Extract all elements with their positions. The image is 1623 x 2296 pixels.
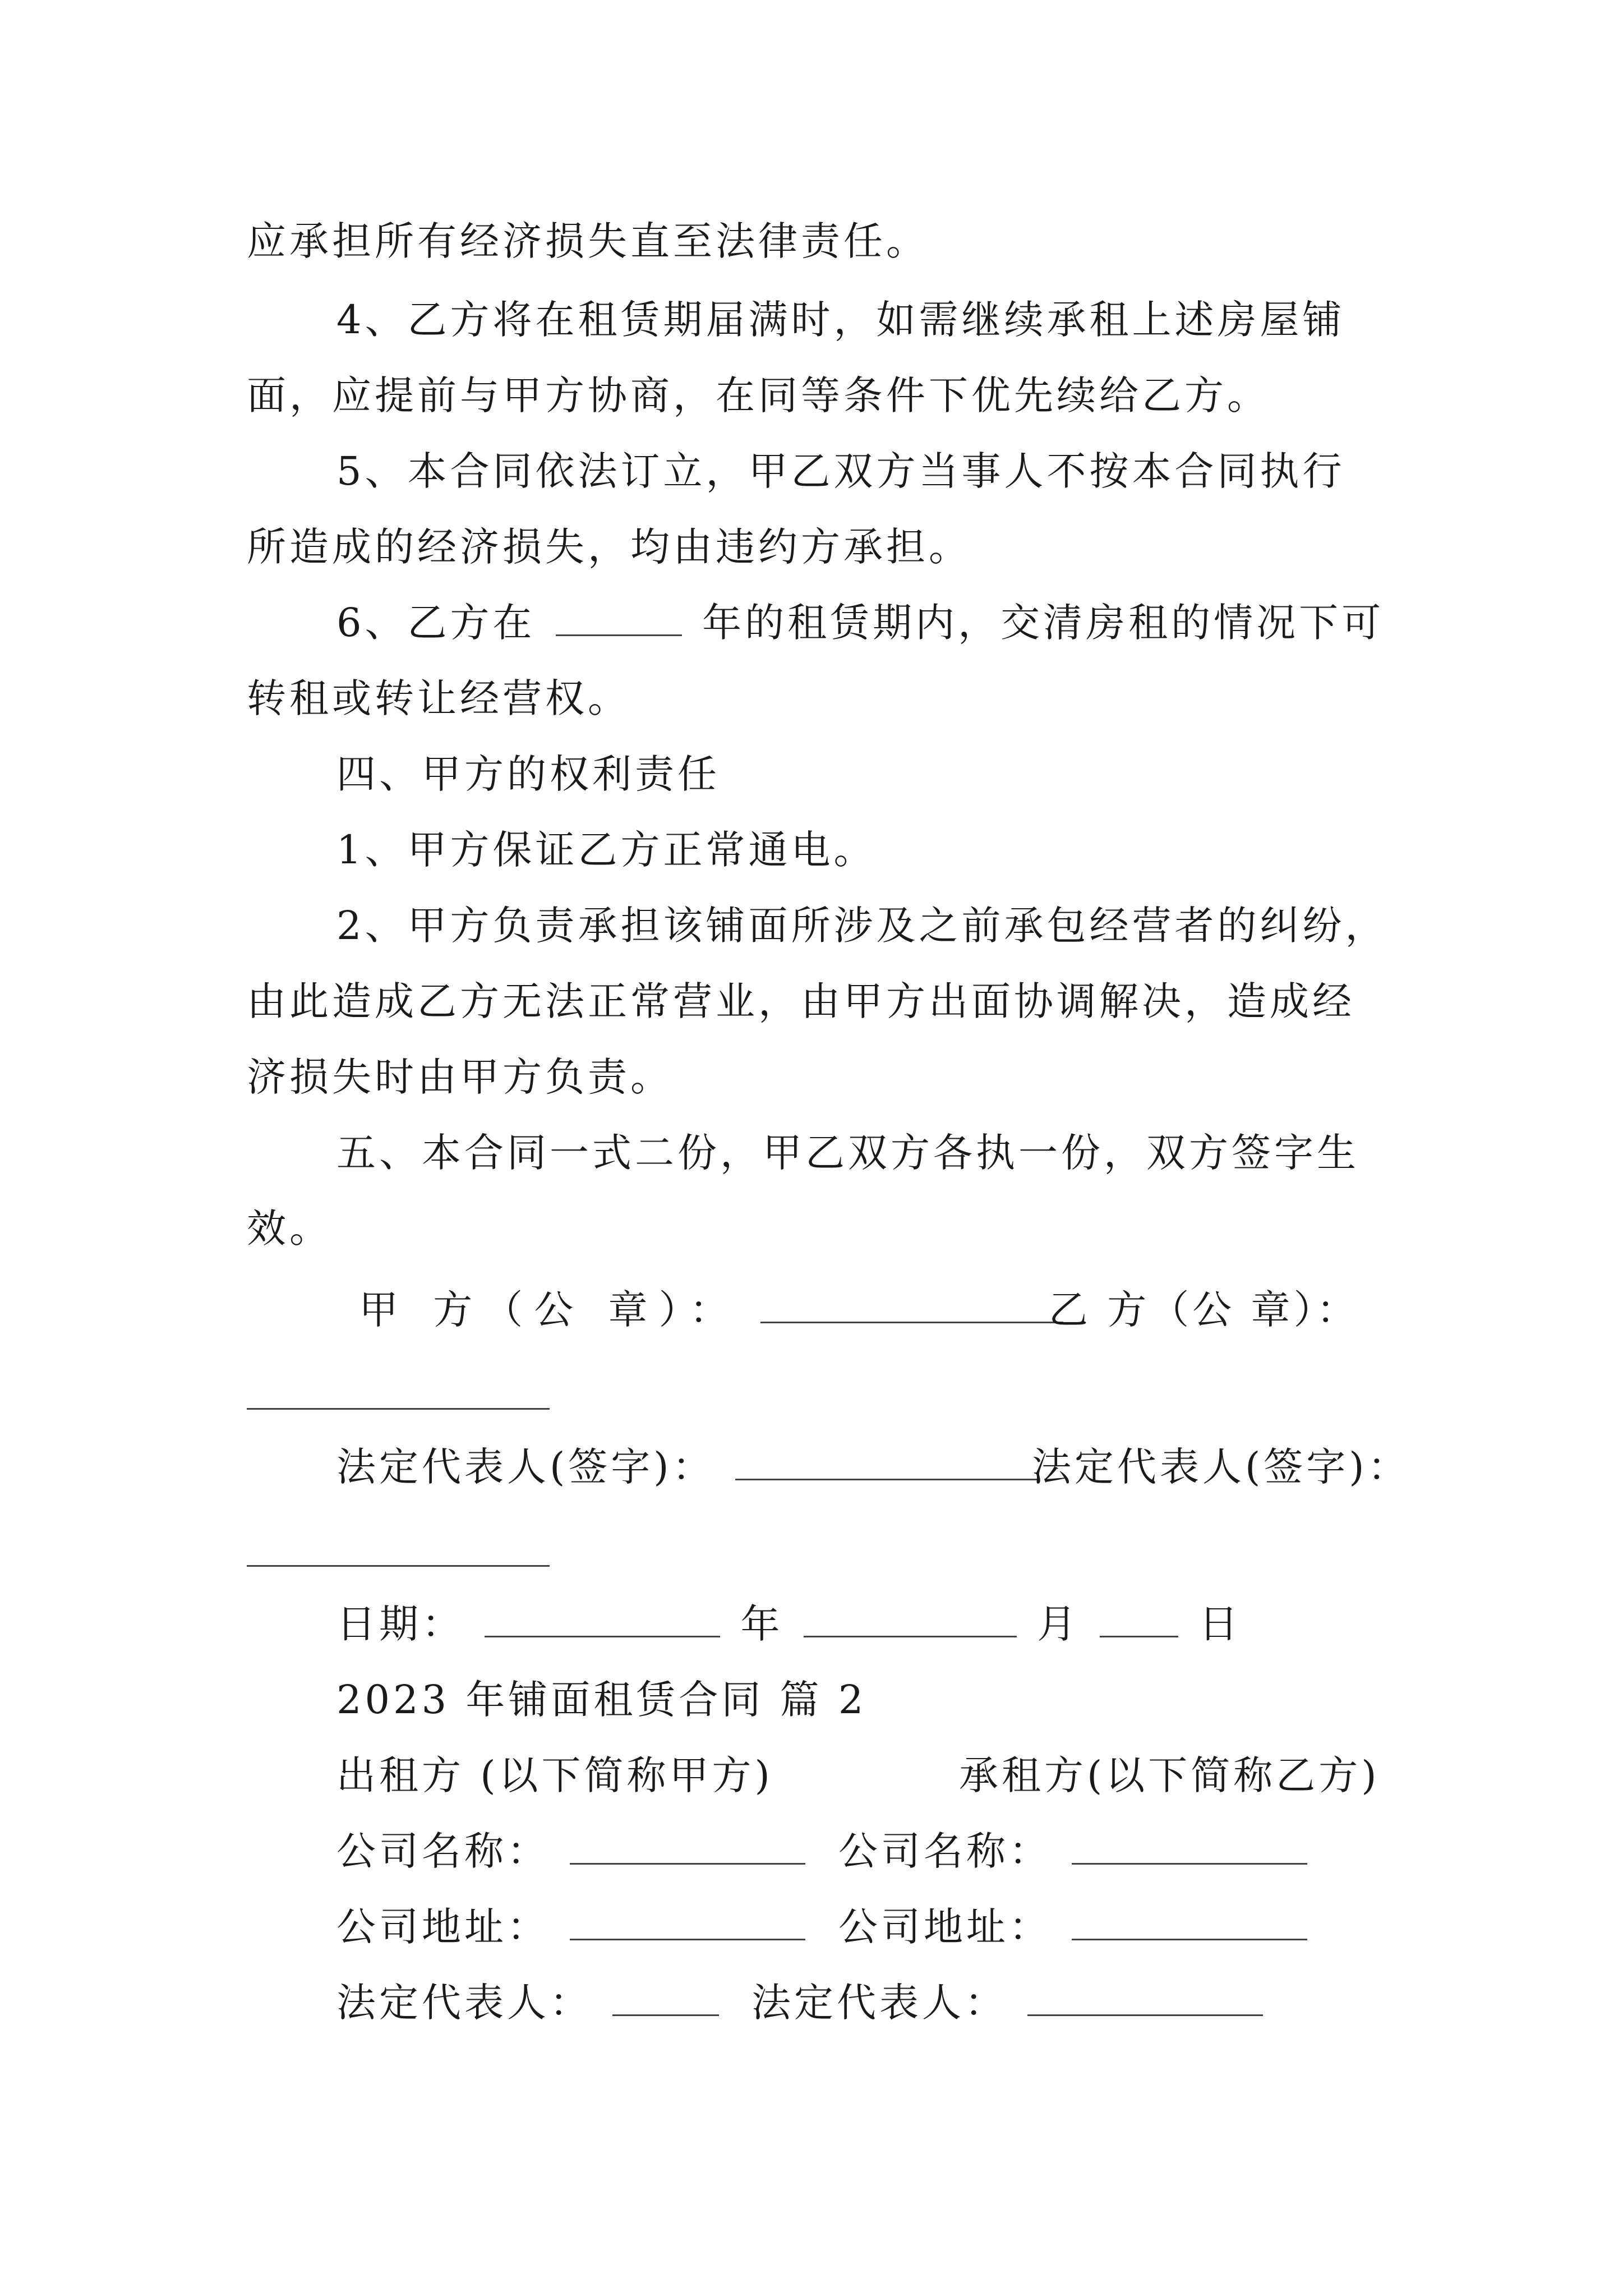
party-a-seal-blank[interactable] [760, 1287, 1063, 1323]
date-year-label: 年 [740, 1601, 783, 1647]
company-name-a-label: 公司名称： [336, 1828, 550, 1874]
company-addr-b-blank[interactable] [1072, 1904, 1307, 1940]
clause-5-line-2: 所造成的经济损失，均由违约方承担。 [247, 524, 971, 570]
section-2-heading: 2023 年铺面租赁合同 篇 2 [336, 1677, 867, 1723]
legal-rep-a-blank[interactable] [735, 1444, 1038, 1480]
lease-years-blank[interactable] [556, 600, 682, 636]
party-a-seal-row [359, 1285, 1068, 1335]
date-day-label: 日 [1198, 1601, 1242, 1647]
date-year-blank[interactable] [485, 1601, 720, 1637]
date-label: 日期： [336, 1601, 464, 1647]
clause-6-prefix: 6、乙方在 [336, 600, 536, 646]
section-2-legal-rep-b-label: 法定代表人： [751, 1980, 1007, 2026]
legal-rep-a-label: 法定代表人(签字)： [336, 1444, 715, 1490]
date-row [336, 1599, 1242, 1649]
lessee-label: 承租方(以下简称乙方) [959, 1752, 1380, 1798]
section-2-legal-rep-b-blank[interactable] [1027, 1980, 1263, 2016]
company-addr-a-blank[interactable] [570, 1904, 805, 1940]
company-addr-b-row [838, 1902, 1312, 1952]
legal-rep-a-row [336, 1977, 723, 2028]
legal-rep-b-label: 法定代表人(签字)： [1032, 1444, 1410, 1490]
legal-rep-b-row [751, 1977, 1267, 2028]
section-4-clause-2-line-3: 济损失时由甲方负责。 [247, 1054, 673, 1100]
section-4-clause-2-line-2: 由此造成乙方无法正常营业，由甲方出面协调解决，造成经 [247, 978, 1355, 1024]
legal-rep-row [336, 1442, 1043, 1492]
company-name-b-blank[interactable] [1072, 1828, 1307, 1865]
lessor-label: 出租方 (以下简称甲方) [336, 1752, 773, 1798]
section-2-legal-rep-a-blank[interactable] [612, 1980, 719, 2016]
company-name-a-blank[interactable] [570, 1828, 805, 1865]
company-name-a-row [336, 1826, 810, 1876]
legal-rep-b-blank[interactable] [247, 1565, 550, 1567]
section-2-legal-rep-a-label: 法定代表人： [336, 1980, 592, 2026]
date-day-blank[interactable] [1100, 1601, 1178, 1637]
section-4-clause-1: 1、甲方保证乙方正常通电。 [336, 827, 877, 873]
section-4-heading: 四、甲方的权利责任 [336, 751, 720, 797]
company-name-b-label: 公司名称： [838, 1828, 1052, 1874]
company-addr-b-label: 公司地址： [838, 1904, 1052, 1950]
clause-5-line-1: 5、本合同依法订立，甲乙双方当事人不按本合同执行 [336, 448, 1345, 494]
clause-6-line-2: 转租或转让经营权。 [247, 675, 630, 721]
clause-6-line-1 [336, 597, 1384, 648]
clause-6-suffix: 年的租赁期内，交清房租的情况下可 [702, 600, 1385, 646]
date-month-blank[interactable] [804, 1601, 1017, 1637]
section-5-line-2: 效。 [247, 1205, 332, 1251]
company-name-b-row [838, 1826, 1312, 1876]
party-a-seal-label: 甲 方（公 章）： [359, 1287, 740, 1333]
clause-4-line-2: 面，应提前与甲方协商，在同等条件下优先续给乙方。 [247, 372, 1270, 418]
section-4-clause-2-line-1: 2、甲方负责承担该铺面所涉及之前承包经营者的纠纷， [336, 903, 1388, 949]
section-5-line-1: 五、本合同一式二份，甲乙双方各执一份，双方签字生 [336, 1130, 1359, 1176]
company-addr-a-row [336, 1902, 810, 1952]
date-month-label: 月 [1037, 1601, 1080, 1647]
party-b-seal-blank[interactable] [247, 1408, 550, 1410]
clause-4-line-1: 4、乙方将在租赁期届满时，如需继续承租上述房屋铺 [336, 297, 1345, 343]
paragraph-line: 应承担所有经济损失直至法律责任。 [247, 218, 929, 264]
party-b-seal-label: 乙 方（公 章）： [1049, 1287, 1359, 1333]
company-addr-a-label: 公司地址： [336, 1904, 550, 1950]
